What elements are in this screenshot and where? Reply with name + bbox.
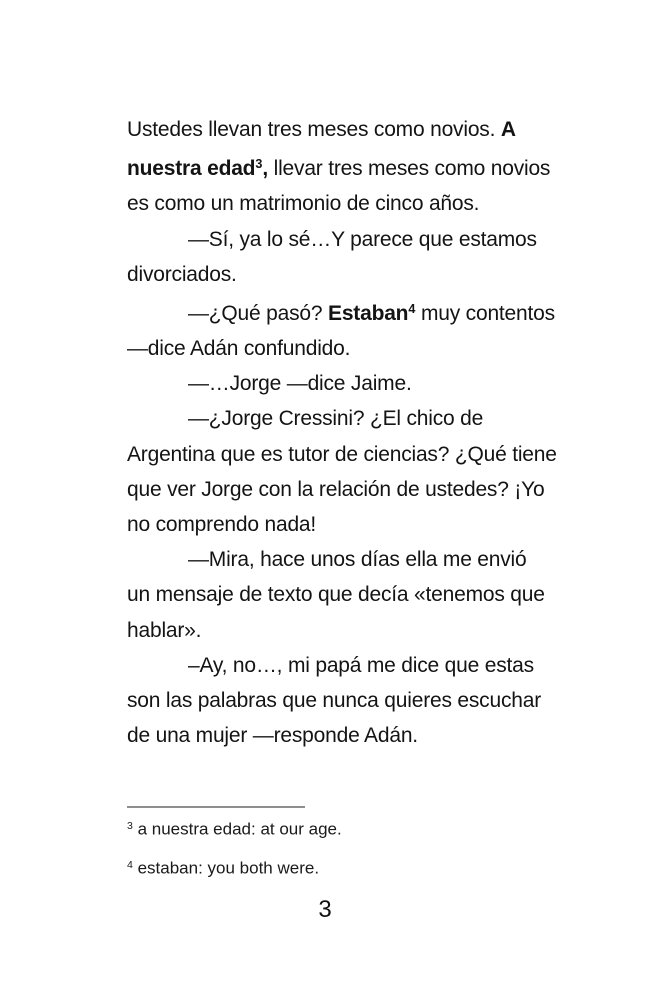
text-line xyxy=(127,186,547,221)
text-line xyxy=(127,542,547,577)
footnote-marker: 3 xyxy=(127,820,133,832)
text-segment: son las palabras que nunca quieres escuchar xyxy=(127,689,542,713)
text-segment: es como un matrimonio de cinco años. xyxy=(127,192,480,216)
text-segment: muy contentos xyxy=(415,301,555,325)
text-line xyxy=(127,648,547,683)
text-segment: divorciados. xyxy=(127,262,237,286)
text-segment: llevar tres meses como novios xyxy=(267,157,551,181)
text-segment: Argentina que es tutor de ciencias? ¿Qué tiene xyxy=(127,442,557,466)
footnote xyxy=(127,816,342,839)
text-line xyxy=(127,507,547,542)
text-line xyxy=(127,292,555,331)
text-line xyxy=(127,577,547,612)
text-line xyxy=(127,437,557,472)
text-segment: que ver Jorge con la relación de ustedes? ¡Yo xyxy=(127,477,545,501)
footnote xyxy=(127,855,342,878)
text-line xyxy=(127,222,547,257)
footnote-marker: 4 xyxy=(127,859,133,872)
text-line xyxy=(127,401,547,436)
text-line xyxy=(127,683,547,718)
text-segment: hablar». xyxy=(127,618,202,642)
story-text xyxy=(127,112,557,754)
text-segment: de una mujer —responde Adán. xyxy=(127,724,418,748)
footnotes xyxy=(127,816,342,895)
text-line xyxy=(127,718,547,753)
text-segment: Ustedes llevan tres meses como novios. xyxy=(127,118,501,141)
text-segment: un mensaje de texto que decía «tenemos que xyxy=(127,583,545,607)
footnote-text: a nuestra edad: at our age. xyxy=(132,819,342,839)
text-segment: —Sí, ya lo sé…Y parece que estamos xyxy=(188,227,537,251)
text-segment: —Mira, hace unos días ella me envió xyxy=(188,548,527,572)
text-line xyxy=(127,112,547,147)
text-segment: nuestra edad xyxy=(127,157,256,181)
text-segment: —…Jorge —dice Jaime. xyxy=(188,372,412,396)
text-line xyxy=(127,613,547,648)
text-segment: —¿Jorge Cressini? ¿El chico de xyxy=(188,407,484,431)
text-segment: no comprendo nada! xyxy=(127,513,317,537)
text-line xyxy=(127,472,547,507)
text-line xyxy=(127,257,547,292)
text-line xyxy=(127,366,547,401)
footnote-ref: 4 xyxy=(408,301,416,316)
footnote-ref: 3 xyxy=(255,157,263,172)
text-line xyxy=(127,147,551,186)
text-segment: —dice Adán confundido. xyxy=(127,337,351,361)
page-number: 3 xyxy=(318,896,332,923)
text-segment: —¿Qué pasó? xyxy=(188,301,329,325)
text-segment: Estaban xyxy=(328,301,409,325)
text-segment: A xyxy=(500,118,516,141)
footnote-separator xyxy=(127,806,305,808)
text-segment: –Ay, no…, mi papá me dice que estas xyxy=(188,653,534,677)
footnote-text: estaban: you both were. xyxy=(132,858,320,878)
text-segment: , xyxy=(262,157,268,181)
text-line xyxy=(127,331,547,366)
